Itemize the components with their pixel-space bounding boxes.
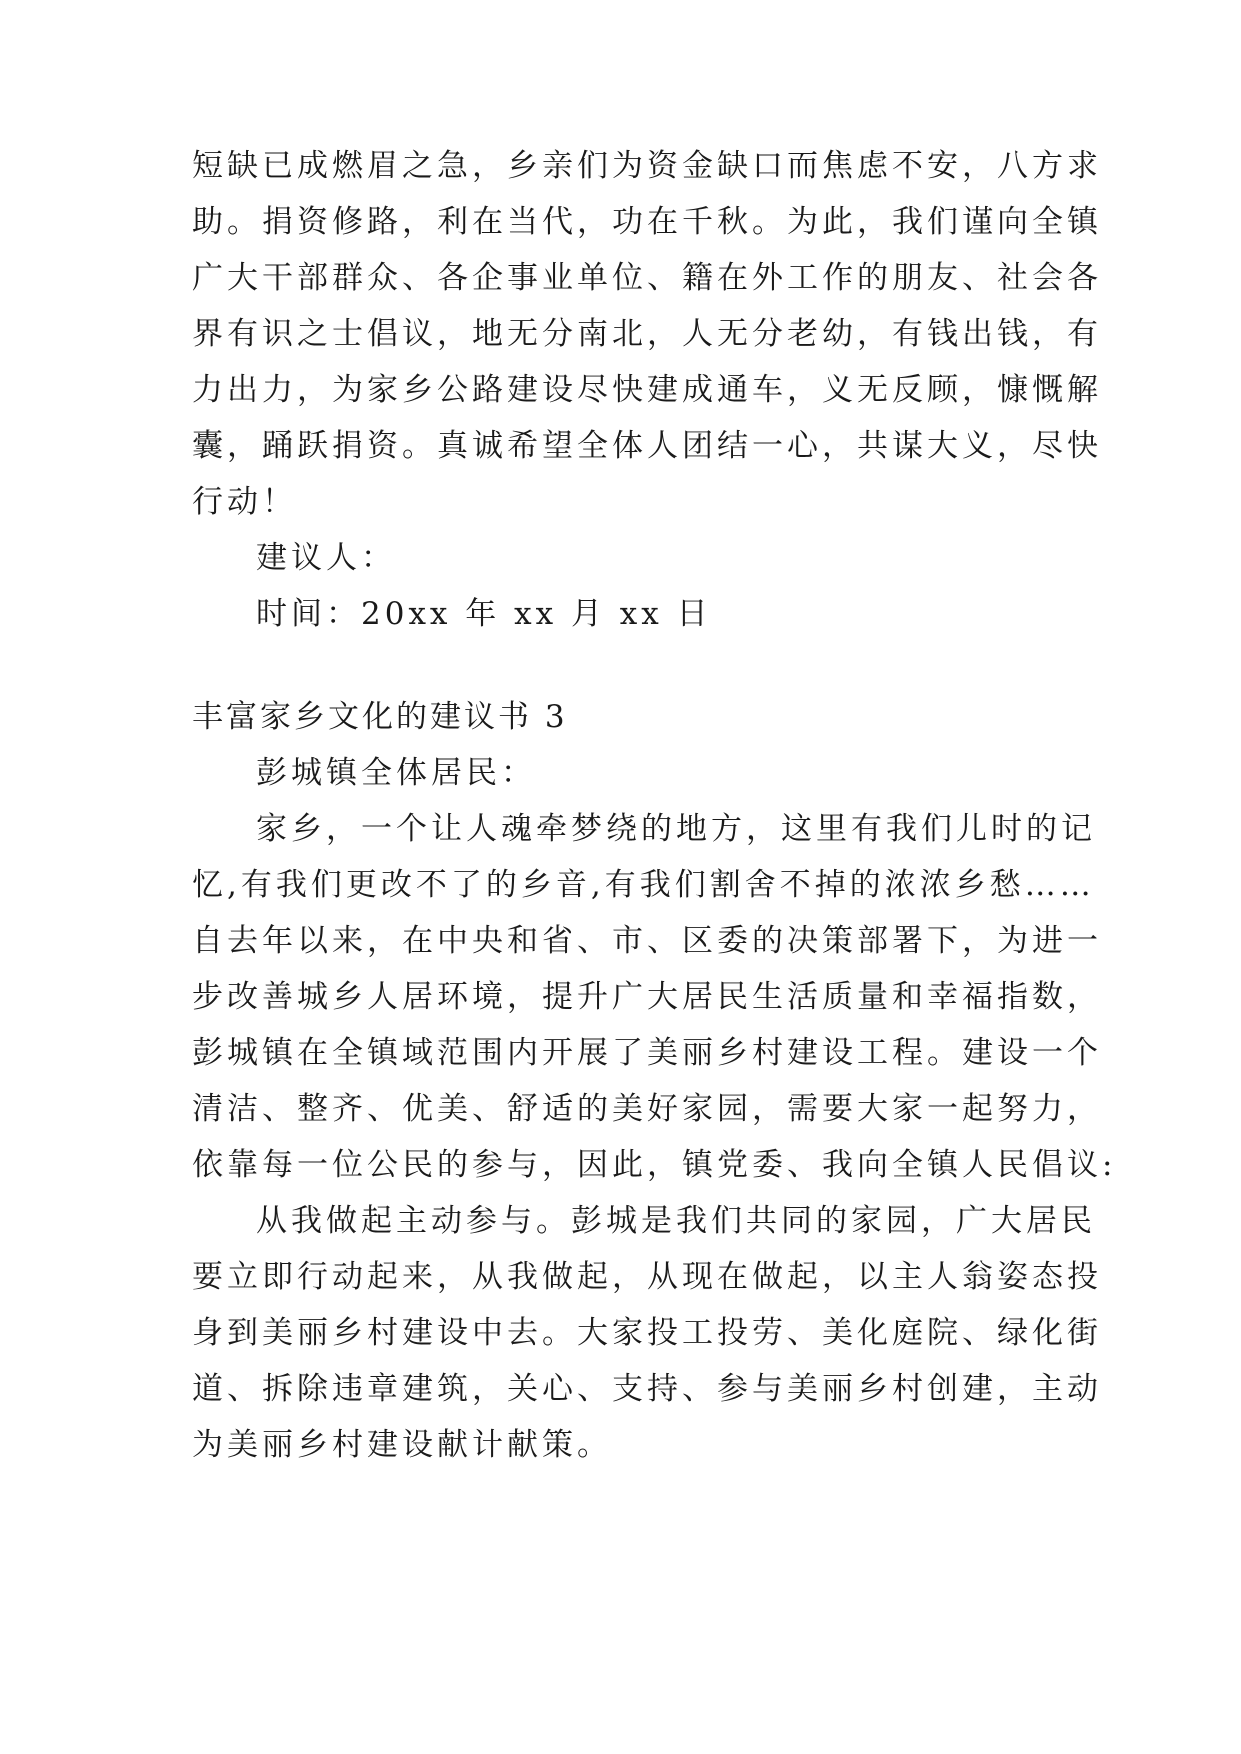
body-text-line: 行动！ xyxy=(192,484,297,520)
body-text-line: 界有识之士倡议，地无分南北，人无分老幼，有钱出钱，有 xyxy=(192,316,1102,352)
body-text-line: 家乡，一个让人魂牵梦绕的地方，这里有我们儿时的记 xyxy=(256,811,1096,847)
body-text-line: 依靠每一位公民的参与，因此，镇党委、我向全镇人民倡议: xyxy=(192,1147,1117,1183)
body-text-line: 清洁、整齐、优美、舒适的美好家园，需要大家一起努力， xyxy=(192,1091,1102,1127)
body-text-line: 广大干部群众、各企事业单位、籍在外工作的朋友、社会各 xyxy=(192,260,1102,296)
body-text-line: 彭城镇在全镇域范围内开展了美丽乡村建设工程。建设一个 xyxy=(192,1035,1102,1071)
body-text-line: 要立即行动起来，从我做起，从现在做起，以主人翁姿态投 xyxy=(192,1259,1102,1295)
body-text-line: 步改善城乡人居环境，提升广大居民生活质量和幸福指数， xyxy=(192,979,1102,1015)
signer-label: 建议人： xyxy=(256,540,396,576)
body-text-line: 从我做起主动参与。彭城是我们共同的家园，广大居民 xyxy=(256,1203,1096,1239)
body-text-line: 助。捐资修路，利在当代，功在千秋。为此，我们谨向全镇 xyxy=(192,204,1102,240)
body-text-line: 忆,有我们更改不了的乡音,有我们割舍不掉的浓浓乡愁…… xyxy=(192,867,1095,903)
body-text-line: 自去年以来，在中央和省、市、区委的决策部署下，为进一 xyxy=(192,923,1102,959)
salutation: 彭城镇全体居民： xyxy=(256,755,536,791)
body-text-line: 囊，踊跃捐资。真诚希望全体人团结一心，共谋大义，尽快 xyxy=(192,428,1102,464)
body-text-line: 短缺已成燃眉之急，乡亲们为资金缺口而焦虑不安，八方求 xyxy=(192,148,1102,184)
body-text-line: 道、拆除违章建筑，关心、支持、参与美丽乡村创建，主动 xyxy=(192,1371,1102,1407)
body-text-line: 为美丽乡村建设献计献策。 xyxy=(192,1427,612,1463)
section-title: 丰富家乡文化的建议书 3 xyxy=(192,699,568,735)
date-line: 时间：20xx 年 xx 月 xx 日 xyxy=(256,596,712,632)
body-text-line: 力出力，为家乡公路建设尽快建成通车，义无反顾，慷慨解 xyxy=(192,372,1102,408)
body-text-line: 身到美丽乡村建设中去。大家投工投劳、美化庭院、绿化街 xyxy=(192,1315,1102,1351)
